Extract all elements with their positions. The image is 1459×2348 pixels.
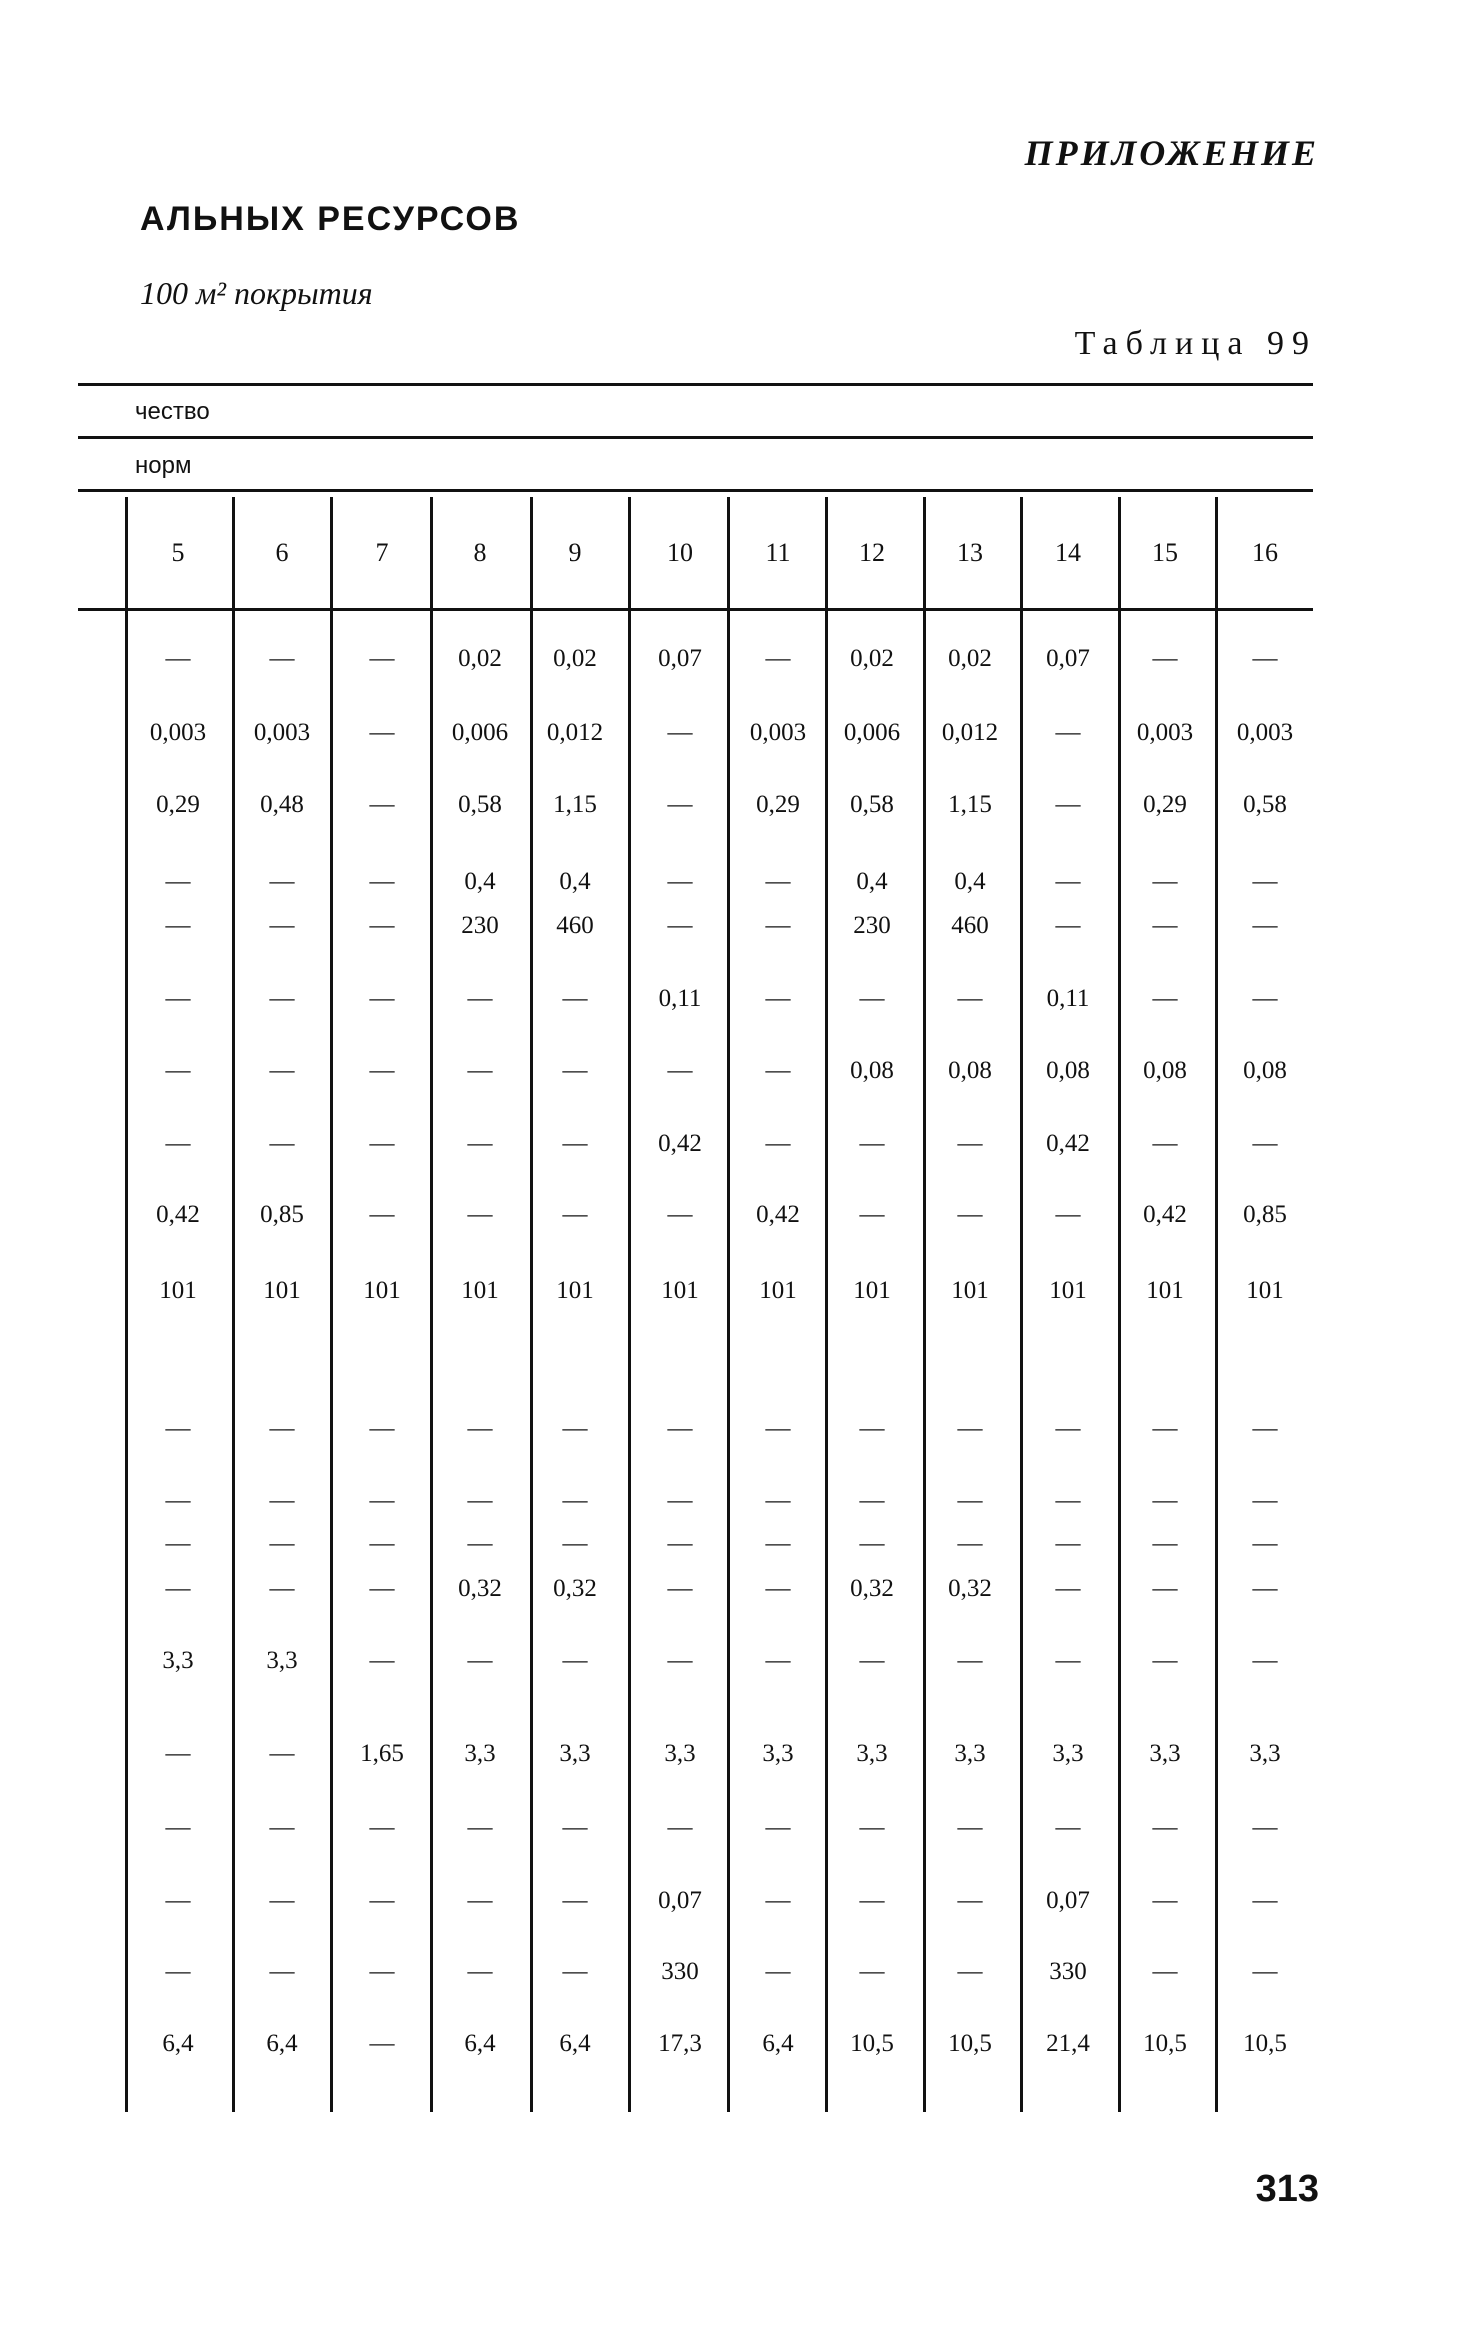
table-cell: 460 <box>951 912 989 939</box>
table-cell: — <box>562 1958 588 1985</box>
table-cell: — <box>165 1887 191 1914</box>
table-cell: — <box>859 1814 885 1841</box>
table-cell: — <box>467 1415 493 1442</box>
table-cell: — <box>765 1814 791 1841</box>
table-cell: — <box>667 719 693 746</box>
table-cell: — <box>1252 1130 1278 1157</box>
table-cell: — <box>859 1958 885 1985</box>
table-cell: — <box>765 1958 791 1985</box>
table-cell: — <box>765 868 791 895</box>
table-cell: — <box>1152 868 1178 895</box>
table-cell: — <box>765 1487 791 1514</box>
table-cell: — <box>765 912 791 939</box>
table-cell: — <box>1055 1415 1081 1442</box>
column-number: 16 <box>1252 538 1278 567</box>
table-cell: 101 <box>363 1277 401 1304</box>
table-cell: — <box>369 1130 395 1157</box>
table-cell: — <box>165 1958 191 1985</box>
table-cell: — <box>165 1057 191 1084</box>
table-cell: 0,4 <box>856 868 888 895</box>
table-cell: 0,32 <box>553 1575 597 1602</box>
table-cell: — <box>165 1740 191 1767</box>
table-cell: — <box>859 1487 885 1514</box>
table-cell: 3,3 <box>664 1740 696 1767</box>
table-cell: — <box>165 645 191 672</box>
table-cell: 6,4 <box>266 2030 298 2057</box>
table-cell: 0,02 <box>948 645 992 672</box>
table-cell: — <box>467 1130 493 1157</box>
table-cell: — <box>562 1057 588 1084</box>
table-cell: — <box>165 985 191 1012</box>
table-cell: — <box>1252 1487 1278 1514</box>
table-cell: — <box>1152 1887 1178 1914</box>
header-row-norms: норм <box>135 452 192 479</box>
table-cell: 230 <box>853 912 891 939</box>
table-cell: — <box>369 1647 395 1674</box>
table-cell: 0,02 <box>553 645 597 672</box>
column-number: 11 <box>765 538 791 567</box>
table-cell: 0,003 <box>749 719 807 746</box>
table-cell: 3,3 <box>559 1740 591 1767</box>
table-cell: — <box>369 912 395 939</box>
column-number: 5 <box>171 538 185 567</box>
table-cell: 0,4 <box>954 868 986 895</box>
table-cell: 0,11 <box>658 985 702 1012</box>
table-cell: — <box>269 1415 295 1442</box>
table-cell: 0,29 <box>156 791 200 818</box>
table-cell: — <box>1252 1958 1278 1985</box>
table-cell: — <box>269 1057 295 1084</box>
header-rule-2 <box>78 489 1313 492</box>
table-cell: — <box>1152 1530 1178 1557</box>
table-cell: — <box>1252 1887 1278 1914</box>
table-cell: 10,5 <box>1243 2030 1287 2057</box>
table-cell: — <box>1152 1130 1178 1157</box>
column-number: 10 <box>667 538 693 567</box>
table-cell: — <box>562 1130 588 1157</box>
table-cell: 101 <box>661 1277 699 1304</box>
table-cell: 0,012 <box>546 719 604 746</box>
table-cell: 0,32 <box>850 1575 894 1602</box>
table-cell: 330 <box>1049 1958 1087 1985</box>
section-heading: АЛЬНЫХ РЕСУРСОВ <box>140 200 521 238</box>
table-cell: — <box>165 912 191 939</box>
table-cell: — <box>765 1887 791 1914</box>
table-cell: 0,08 <box>948 1057 992 1084</box>
table-cell: — <box>269 1958 295 1985</box>
column-number: 12 <box>859 538 885 567</box>
table-cell: 17,3 <box>658 2030 702 2057</box>
table-cell: — <box>369 719 395 746</box>
table-cell: — <box>1152 1958 1178 1985</box>
table-cell: — <box>165 1130 191 1157</box>
table-cell: 0,07 <box>658 645 702 672</box>
table-cell: — <box>165 868 191 895</box>
column-number: 15 <box>1152 538 1178 567</box>
table-cell: 0,07 <box>1046 1887 1090 1914</box>
table-cell: — <box>369 868 395 895</box>
table-cell: — <box>957 1487 983 1514</box>
table-cell: 3,3 <box>856 1740 888 1767</box>
table-cell: — <box>369 1530 395 1557</box>
header-rule-1 <box>78 436 1313 439</box>
table-cell: — <box>765 1130 791 1157</box>
table-cell: — <box>1252 1814 1278 1841</box>
table-cell: — <box>667 1575 693 1602</box>
table-cell: 1,15 <box>948 791 992 818</box>
table-cell: — <box>562 985 588 1012</box>
table-cell: 0,006 <box>451 719 509 746</box>
table-cell: 0,42 <box>756 1201 800 1228</box>
table-cell: — <box>859 1130 885 1157</box>
table-cell: — <box>667 1530 693 1557</box>
table-cell: 0,85 <box>1243 1201 1287 1228</box>
table-cell: — <box>1252 1415 1278 1442</box>
column-number-rule <box>78 608 1313 611</box>
table-cell: — <box>1152 985 1178 1012</box>
table-cell: 0,006 <box>843 719 901 746</box>
table-cell: — <box>369 985 395 1012</box>
table-cell: — <box>1252 985 1278 1012</box>
table-cell: — <box>667 1201 693 1228</box>
table-cell: 0,42 <box>156 1201 200 1228</box>
table-cell: — <box>1252 1647 1278 1674</box>
table-cell: — <box>165 1530 191 1557</box>
table-top-rule <box>78 383 1313 386</box>
table-cell: — <box>369 1575 395 1602</box>
table-cell: — <box>859 1530 885 1557</box>
table-cell: — <box>667 868 693 895</box>
table-cell: — <box>269 1814 295 1841</box>
table-cell: 6,4 <box>162 2030 194 2057</box>
table-cell: 0,29 <box>756 791 800 818</box>
table-cell: 0,42 <box>1143 1201 1187 1228</box>
table-cell: — <box>562 1814 588 1841</box>
table-cell: 6,4 <box>762 2030 794 2057</box>
table-cell: 0,003 <box>1136 719 1194 746</box>
table-cell: 10,5 <box>948 2030 992 2057</box>
table-cell: 0,32 <box>948 1575 992 1602</box>
table-cell: — <box>369 1958 395 1985</box>
table-cell: 1,65 <box>360 1740 404 1767</box>
table-cell: — <box>369 791 395 818</box>
table-cell: — <box>1252 645 1278 672</box>
table-cell: — <box>467 1530 493 1557</box>
table-cell: 3,3 <box>1149 1740 1181 1767</box>
table-cell: — <box>957 1647 983 1674</box>
table-cell: 0,32 <box>458 1575 502 1602</box>
table-cell: 0,003 <box>253 719 311 746</box>
table-cell: — <box>369 1814 395 1841</box>
table-cell: 21,4 <box>1046 2030 1090 2057</box>
table-cell: 101 <box>1049 1277 1087 1304</box>
table-cell: — <box>957 1130 983 1157</box>
table-cell: — <box>667 791 693 818</box>
table-cell: — <box>957 1530 983 1557</box>
table-cell: — <box>957 1201 983 1228</box>
table-cell: 0,42 <box>1046 1130 1090 1157</box>
table-cell: 10,5 <box>850 2030 894 2057</box>
table-cell: 101 <box>1246 1277 1284 1304</box>
table-cell: — <box>765 985 791 1012</box>
table-cell: 1,15 <box>553 791 597 818</box>
unit-note: 100 м² покрытия <box>140 275 373 311</box>
table-cell: 0,85 <box>260 1201 304 1228</box>
table-cell: — <box>467 1887 493 1914</box>
table-cell: 0,42 <box>658 1130 702 1157</box>
table-cell: — <box>269 645 295 672</box>
table-cell: — <box>765 1530 791 1557</box>
table-cell: — <box>667 1415 693 1442</box>
table-cell: 101 <box>853 1277 891 1304</box>
table-cell: 460 <box>556 912 594 939</box>
table-cell: 230 <box>461 912 499 939</box>
table-cell: — <box>957 1415 983 1442</box>
table-cell: — <box>467 1958 493 1985</box>
table-cell: — <box>1252 1575 1278 1602</box>
table-cell: — <box>859 1887 885 1914</box>
table-cell: 0,02 <box>850 645 894 672</box>
table-cell: 0,003 <box>1236 719 1294 746</box>
header-row-quantity: чество <box>135 398 210 425</box>
table-cell: — <box>467 1201 493 1228</box>
table-cell: — <box>165 1814 191 1841</box>
table-cell: 3,3 <box>162 1647 194 1674</box>
table-cell: — <box>859 985 885 1012</box>
column-rule <box>125 497 128 2112</box>
table-cell: — <box>1252 912 1278 939</box>
table-cell: 3,3 <box>1052 1740 1084 1767</box>
table-cell: — <box>957 1814 983 1841</box>
table-cell: — <box>1055 719 1081 746</box>
column-number: 8 <box>473 538 487 567</box>
table-cell: 0,07 <box>658 1887 702 1914</box>
table-cell: 3,3 <box>954 1740 986 1767</box>
table-cell: — <box>1252 1530 1278 1557</box>
table-cell: 3,3 <box>762 1740 794 1767</box>
table-cell: — <box>1055 1575 1081 1602</box>
column-number: 9 <box>568 538 582 567</box>
table-cell: — <box>369 1415 395 1442</box>
table-cell: 0,07 <box>1046 645 1090 672</box>
table-cell: — <box>562 1487 588 1514</box>
column-number: 6 <box>275 538 289 567</box>
table-cell: — <box>562 1887 588 1914</box>
table-cell: 101 <box>951 1277 989 1304</box>
table-cell: — <box>1152 645 1178 672</box>
table-cell: — <box>957 1958 983 1985</box>
table-cell: — <box>1055 1647 1081 1674</box>
table-cell: 101 <box>556 1277 594 1304</box>
table-cell: — <box>165 1415 191 1442</box>
table-cell: 101 <box>263 1277 301 1304</box>
table-cell: — <box>1152 1814 1178 1841</box>
table-cell: — <box>765 1647 791 1674</box>
table-cell: 10,5 <box>1143 2030 1187 2057</box>
table-cell: — <box>667 1647 693 1674</box>
table-cell: — <box>1055 912 1081 939</box>
table-cell: 0,48 <box>260 791 304 818</box>
table-cell: — <box>1152 1647 1178 1674</box>
table-cell: — <box>269 1887 295 1914</box>
table-cell: — <box>467 985 493 1012</box>
table-cell: 0,08 <box>1143 1057 1187 1084</box>
table-cell: 0,08 <box>1046 1057 1090 1084</box>
table-cell: — <box>165 1575 191 1602</box>
table-cell: — <box>859 1647 885 1674</box>
table-cell: 6,4 <box>559 2030 591 2057</box>
table-cell: — <box>765 1057 791 1084</box>
table-cell: — <box>269 985 295 1012</box>
table-cell: 6,4 <box>464 2030 496 2057</box>
table-cell: — <box>1055 1201 1081 1228</box>
table-cell: 101 <box>159 1277 197 1304</box>
table-cell: — <box>859 1415 885 1442</box>
table-cell: — <box>1252 868 1278 895</box>
table-cell: — <box>269 1530 295 1557</box>
table-cell: 0,58 <box>1243 791 1287 818</box>
table-cell: — <box>562 1647 588 1674</box>
table-cell: — <box>269 1740 295 1767</box>
table-cell: — <box>467 1814 493 1841</box>
table-cell: 3,3 <box>1249 1740 1281 1767</box>
table-cell: 0,29 <box>1143 791 1187 818</box>
table-cell: 0,4 <box>464 868 496 895</box>
table-cell: — <box>859 1201 885 1228</box>
table-cell: 0,11 <box>1046 985 1090 1012</box>
table-cell: — <box>667 1487 693 1514</box>
table-cell: — <box>467 1057 493 1084</box>
table-cell: — <box>1055 868 1081 895</box>
table-cell: 101 <box>1146 1277 1184 1304</box>
table-cell: — <box>269 1487 295 1514</box>
table-cell: — <box>369 645 395 672</box>
table-cell: — <box>1055 1487 1081 1514</box>
table-cell: — <box>369 1887 395 1914</box>
table-cell: — <box>369 1487 395 1514</box>
column-number: 7 <box>375 538 389 567</box>
table-cell: — <box>369 2030 395 2057</box>
page-number: 313 <box>1255 2168 1319 2210</box>
table-cell: 0,012 <box>941 719 999 746</box>
table-cell: 3,3 <box>266 1647 298 1674</box>
table-cell: — <box>667 1057 693 1084</box>
table-cell: — <box>1152 1575 1178 1602</box>
table-cell: — <box>369 1201 395 1228</box>
table-cell: — <box>562 1530 588 1557</box>
table-cell: — <box>957 985 983 1012</box>
table-cell: 330 <box>661 1958 699 1985</box>
table-cell: 0,003 <box>149 719 207 746</box>
table-cell: — <box>667 912 693 939</box>
table-cell: — <box>269 868 295 895</box>
table-cell: — <box>467 1647 493 1674</box>
table-cell: — <box>467 1487 493 1514</box>
column-number: 13 <box>957 538 983 567</box>
table-cell: 0,4 <box>559 868 591 895</box>
table-cell: — <box>1152 912 1178 939</box>
table-cell: — <box>269 912 295 939</box>
table-cell: — <box>269 1130 295 1157</box>
table-cell: — <box>1152 1415 1178 1442</box>
table-cell: 0,02 <box>458 645 502 672</box>
table-cell: 101 <box>461 1277 499 1304</box>
table-cell: — <box>269 1575 295 1602</box>
table-cell: — <box>957 1887 983 1914</box>
table-cell: 0,08 <box>850 1057 894 1084</box>
table-cell: — <box>765 1415 791 1442</box>
appendix-label: ПРИЛОЖЕНИЕ <box>1024 133 1319 173</box>
table-cell: — <box>165 1487 191 1514</box>
table-cell: 3,3 <box>464 1740 496 1767</box>
table-label: Таблица 99 <box>1074 325 1317 362</box>
table-cell: — <box>562 1415 588 1442</box>
table-cell: 0,58 <box>850 791 894 818</box>
column-number: 14 <box>1055 538 1081 567</box>
table-cell: — <box>667 1814 693 1841</box>
table-cell: — <box>765 1575 791 1602</box>
table-cell: 0,58 <box>458 791 502 818</box>
table-cell: — <box>765 645 791 672</box>
table-cell: — <box>1055 1530 1081 1557</box>
table-cell: — <box>1055 1814 1081 1841</box>
table-cell: 0,08 <box>1243 1057 1287 1084</box>
table-cell: — <box>369 1057 395 1084</box>
table-cell: 101 <box>759 1277 797 1304</box>
table-cell: — <box>1152 1487 1178 1514</box>
table-cell: — <box>1055 791 1081 818</box>
table-cell: — <box>562 1201 588 1228</box>
